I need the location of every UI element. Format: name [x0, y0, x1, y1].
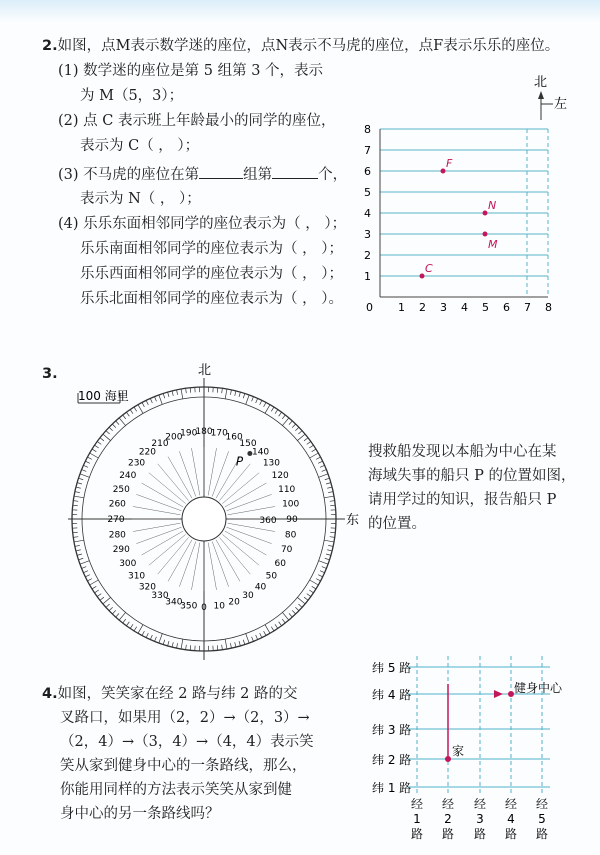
- q4-line-3: （2，4）→（3，4）→（4，4）表示笑: [60, 734, 314, 750]
- degree-tick: [134, 627, 137, 631]
- degree-tick: [80, 561, 89, 564]
- degree-tick: [271, 627, 274, 631]
- degree-tick: [146, 400, 148, 404]
- degree-tick: [181, 389, 183, 399]
- degree-tick: [275, 624, 278, 628]
- grid-y-tick: 8: [364, 123, 371, 136]
- degree-tick: [330, 501, 335, 502]
- degree-label: 30: [242, 591, 254, 602]
- compass-east-label: 东: [346, 513, 360, 528]
- degree-tick: [252, 637, 254, 642]
- degree-tick: [310, 580, 319, 585]
- degree-tick: [150, 398, 152, 403]
- q4-line-2: 叉路口，如果用（2，2）→（2，3）→: [60, 710, 310, 726]
- degree-tick: [309, 445, 313, 448]
- q2-item-4-west: 乐乐西面相邻同学的座位表示为（ ， ）；: [80, 266, 343, 282]
- degree-label: 40: [254, 582, 267, 593]
- latitude-road-label: 纬 5 路: [372, 661, 412, 675]
- degree-tick: [163, 640, 165, 645]
- degree-tick: [239, 392, 240, 397]
- q4-number: 4.: [42, 686, 58, 702]
- grid-y-tick: 3: [364, 228, 371, 241]
- degree-label: 190: [180, 428, 198, 439]
- degree-tick: [155, 397, 157, 402]
- q4-line-4: 笑从家到健身中心的一条路线，那么，: [60, 758, 307, 774]
- degree-label: 310: [127, 571, 146, 582]
- longitude-road-label: 经: [441, 797, 455, 811]
- inner-circle: [182, 497, 226, 541]
- degree-tick: [168, 392, 169, 397]
- degree-tick: [116, 613, 119, 617]
- degree-tick: [181, 639, 183, 649]
- degree-tick: [106, 604, 110, 607]
- degree-tick: [307, 441, 311, 444]
- left-label: 左: [554, 97, 568, 112]
- degree-tick: [243, 393, 245, 398]
- degree-tick: [319, 474, 328, 477]
- degree-tick: [235, 642, 236, 647]
- degree-tick: [92, 449, 96, 452]
- degree-label: 140: [251, 447, 270, 458]
- grid-x-tick: 5: [482, 301, 489, 314]
- degree-tick: [256, 635, 258, 640]
- degree-tick: [87, 579, 91, 581]
- degree-tick: [159, 395, 162, 404]
- degree-tick: [326, 554, 331, 555]
- degree-tick: [225, 639, 227, 649]
- degree-tick: [130, 410, 133, 414]
- grid-x-tick: 4: [461, 301, 468, 314]
- grid-x-tick: 2: [419, 301, 426, 314]
- home-label: 家: [452, 744, 465, 758]
- degree-label: 80: [284, 530, 297, 541]
- degree-tick: [297, 597, 305, 603]
- degree-tick: [87, 457, 91, 459]
- degree-label: 70: [280, 545, 293, 556]
- q2-item-2: (2) 点 C 表示班上年龄最小的同学的座位，: [58, 113, 336, 129]
- degree-label: 150: [239, 438, 257, 449]
- degree-tick: [90, 580, 99, 585]
- degree-tick: [177, 390, 178, 395]
- degree-tick: [316, 579, 320, 581]
- gym-flag-icon: [494, 690, 503, 698]
- degree-tick: [73, 505, 78, 506]
- q3-number: 3.: [42, 366, 58, 382]
- degree-tick: [172, 642, 173, 647]
- degree-tick: [142, 631, 144, 635]
- q2-item-4: (4) 乐乐东面相邻同学的座位表示为（ ， ）；: [58, 216, 347, 232]
- degree-tick: [126, 412, 129, 416]
- degree-label: 340: [165, 597, 183, 608]
- degree-tick: [116, 421, 119, 425]
- degree-tick: [126, 622, 129, 626]
- longitude-road-label: 经: [504, 797, 518, 811]
- degree-tick: [138, 405, 143, 414]
- point-label-C: C: [425, 262, 433, 275]
- degree-label: 300: [119, 559, 137, 569]
- q3-text-line-3: 请用学过的知识，报告船只 P: [368, 492, 557, 508]
- degree-label: 0: [201, 603, 207, 613]
- grid-x-tick: 0: [366, 301, 373, 314]
- degree-tick: [95, 590, 99, 593]
- degree-tick: [217, 388, 218, 393]
- degree-tick: [256, 398, 258, 403]
- degree-tick: [177, 643, 178, 648]
- degree-tick: [279, 622, 282, 626]
- latitude-road-label: 纬 4 路: [372, 688, 412, 702]
- degree-label: 170: [210, 428, 228, 439]
- degree-tick: [76, 487, 81, 488]
- q3-text-line-2: 海域失事的船只 P 的位置如图，: [368, 468, 576, 484]
- north-label: 北: [534, 75, 548, 90]
- degree-tick: [282, 415, 285, 419]
- q4-line-6: 身中心的另一条路线吗？: [60, 806, 220, 822]
- degree-tick: [112, 610, 115, 614]
- degree-label: 60: [274, 559, 286, 569]
- longitude-road-label: 经: [535, 797, 549, 811]
- degree-tick: [325, 478, 330, 480]
- degree-tick: [97, 441, 101, 444]
- degree-label: 200: [165, 432, 183, 443]
- degree-label: 260: [108, 499, 126, 510]
- degree-label: 100: [282, 499, 300, 510]
- point-C: [420, 274, 425, 279]
- degree-tick: [260, 633, 262, 637]
- degree-label: 320: [138, 582, 157, 593]
- degree-tick: [74, 540, 84, 542]
- degree-tick: [150, 635, 152, 640]
- degree-tick: [112, 424, 115, 428]
- latitude-road-label: 纬 1 路: [372, 781, 412, 795]
- degree-tick: [83, 465, 88, 467]
- degree-tick: [312, 586, 316, 589]
- longitude-road-label: 路: [535, 827, 549, 841]
- longitude-road-label: 5: [538, 812, 546, 826]
- degree-tick: [324, 540, 334, 542]
- longitude-road-label: 经: [410, 797, 424, 811]
- degree-tick: [264, 631, 266, 635]
- degree-tick: [322, 470, 327, 472]
- q2-item-2-cont: 表示为 C（ ， ）；: [80, 138, 200, 154]
- degree-tick: [298, 431, 302, 434]
- degree-label: 50: [265, 571, 278, 582]
- degree-tick: [264, 402, 266, 406]
- degree-label: 230: [127, 458, 146, 469]
- degree-tick: [130, 624, 133, 628]
- degree-tick: [103, 434, 111, 440]
- degree-tick: [73, 501, 78, 502]
- degree-tick: [73, 532, 78, 533]
- degree-tick: [289, 421, 292, 425]
- degree-tick: [146, 633, 148, 637]
- degree-label: 120: [271, 471, 289, 481]
- q3-text: [368, 440, 575, 536]
- latitude-road-label: 纬 2 路: [372, 753, 412, 767]
- degree-tick: [318, 461, 322, 463]
- degree-tick: [100, 438, 104, 441]
- q4-line-1: 如图，笑笑家在经 2 路与纬 2 路的交: [57, 686, 298, 702]
- degree-tick: [106, 431, 110, 434]
- degree-tick: [282, 619, 285, 623]
- q2-item-1-cont: 为 M（5，3）；: [80, 88, 184, 104]
- degree-tick: [83, 571, 88, 573]
- degree-label: 360: [259, 516, 277, 526]
- degree-label: 290: [112, 545, 130, 556]
- degree-tick: [103, 597, 111, 603]
- point-M: [483, 232, 488, 237]
- latitude-road-label: 纬 3 路: [372, 723, 412, 737]
- degree-tick: [97, 594, 101, 597]
- grid-y-tick: 5: [364, 186, 371, 199]
- degree-tick: [235, 391, 236, 396]
- degree-tick: [172, 391, 173, 396]
- point-label-F: F: [446, 157, 453, 170]
- gym-label: 健身中心: [514, 681, 563, 695]
- degree-tick: [82, 567, 87, 569]
- degree-tick: [142, 402, 144, 406]
- degree-label: 350: [180, 601, 198, 612]
- degree-tick: [318, 575, 322, 577]
- degree-tick: [82, 470, 87, 472]
- degree-tick: [186, 645, 187, 650]
- degree-tick: [282, 418, 288, 426]
- q2-item-1: (1) 数学迷的座位是第 5 组第 3 个，表示: [58, 63, 324, 79]
- degree-tick: [316, 457, 320, 459]
- longitude-road-label: 路: [410, 827, 424, 841]
- degree-tick: [159, 634, 162, 643]
- q2-item-4-north: 乐乐北面相邻同学的座位表示为（ ， ）。: [80, 291, 343, 307]
- degree-tick: [123, 619, 126, 623]
- degree-tick: [225, 389, 227, 399]
- grid-x-tick: 1: [398, 301, 405, 314]
- q2-item-3-cont: 表示为 N（ ， ）；: [80, 191, 201, 207]
- compass-north-label: 北: [198, 363, 212, 378]
- grid-x-tick: 7: [524, 301, 531, 314]
- longitude-road-label: 经: [473, 797, 487, 811]
- degree-tick: [330, 532, 335, 533]
- degree-label: 280: [108, 530, 126, 541]
- seat-grid-figure: [0, 0, 600, 330]
- grid-x-tick: 6: [503, 301, 510, 314]
- degree-tick: [75, 545, 80, 546]
- grid-x-tick: 8: [545, 301, 552, 314]
- street-map-figure: [0, 650, 600, 855]
- ship-p-label: P: [235, 454, 244, 469]
- degree-tick: [260, 400, 262, 404]
- degree-tick: [74, 496, 84, 498]
- grid-y-tick: 7: [364, 144, 371, 157]
- degree-tick: [85, 575, 89, 577]
- degree-tick: [222, 388, 223, 393]
- degree-tick: [304, 597, 308, 600]
- degree-label: 130: [262, 458, 281, 469]
- degree-tick: [190, 388, 191, 393]
- degree-tick: [163, 393, 165, 398]
- degree-tick: [322, 567, 327, 569]
- degree-tick: [186, 388, 187, 393]
- degree-tick: [123, 415, 126, 419]
- degree-tick: [77, 554, 82, 555]
- longitude-road-label: 3: [476, 812, 484, 826]
- degree-label: 110: [278, 484, 296, 495]
- degree-label: 180: [195, 427, 213, 437]
- degree-tick: [80, 474, 89, 477]
- degree-tick: [327, 550, 332, 551]
- degree-tick: [246, 395, 249, 404]
- degree-tick: [265, 625, 270, 634]
- degree-tick: [326, 483, 331, 484]
- degree-label: 90: [286, 515, 298, 525]
- degree-label: 210: [151, 438, 169, 449]
- degree-tick: [275, 410, 278, 414]
- q3-text-line-1: 搜救船发现以本船为中心在某: [368, 444, 557, 460]
- degree-tick: [109, 427, 113, 430]
- ship-p-point: [247, 451, 252, 456]
- degree-tick: [100, 597, 104, 600]
- degree-tick: [324, 496, 334, 498]
- q2-number: 2.: [42, 38, 58, 54]
- degree-tick: [330, 505, 335, 506]
- longitude-road-label: 2: [444, 812, 452, 826]
- longitude-road-label: 1: [413, 812, 421, 826]
- degree-label: 160: [225, 432, 243, 443]
- degree-tick: [304, 438, 308, 441]
- degree-tick: [319, 561, 328, 564]
- degree-label: 20: [228, 597, 240, 608]
- q2-item-3-a: (3) 不马虎的座位在第: [58, 167, 200, 183]
- degree-tick: [292, 424, 295, 428]
- degree-tick: [85, 461, 89, 463]
- point-N: [483, 211, 488, 216]
- degree-tick: [328, 492, 333, 493]
- degree-tick: [92, 586, 96, 589]
- home-point: [445, 756, 451, 762]
- compass-figure: [0, 360, 360, 640]
- degree-label: 250: [112, 484, 130, 495]
- degree-tick: [292, 610, 295, 614]
- degree-label: 220: [138, 447, 157, 458]
- grid-y-tick: 4: [364, 207, 371, 220]
- degree-tick: [230, 643, 231, 648]
- degree-tick: [325, 558, 330, 560]
- point-label-N: N: [488, 199, 497, 212]
- longitude-road-label: 路: [473, 827, 487, 841]
- degree-tick: [119, 612, 125, 620]
- degree-tick: [271, 407, 274, 411]
- degree-tick: [327, 487, 332, 488]
- degree-tick: [307, 594, 311, 597]
- degree-tick: [279, 412, 282, 416]
- grid-y-tick: 1: [364, 270, 371, 283]
- degree-tick: [77, 483, 82, 484]
- degree-tick: [320, 571, 325, 573]
- degree-tick: [78, 478, 83, 480]
- degree-tick: [155, 637, 157, 642]
- degree-tick: [243, 640, 245, 645]
- degree-tick: [95, 445, 99, 448]
- degree-tick: [109, 607, 113, 610]
- degree-label: 270: [107, 515, 125, 525]
- degree-tick: [310, 453, 319, 458]
- degree-tick: [239, 641, 240, 646]
- degree-tick: [309, 590, 313, 593]
- point-F: [441, 169, 446, 174]
- q2-intro-text: 如图，点M表示数学迷的座位，点N表示不马虎的座位，点F表示乐乐的座位。: [57, 38, 560, 54]
- grid-x-tick: 3: [440, 301, 447, 314]
- longitude-road-label: 路: [441, 827, 455, 841]
- degree-tick: [78, 558, 83, 560]
- q3-text-line-4: 的位置。: [368, 516, 426, 532]
- degree-tick: [282, 612, 288, 620]
- degree-tick: [297, 434, 305, 440]
- degree-label: 330: [151, 591, 169, 602]
- grid-y-tick: 2: [364, 249, 371, 262]
- point-label-M: M: [488, 238, 498, 251]
- degree-tick: [246, 634, 249, 643]
- degree-tick: [75, 492, 80, 493]
- q4-line-5: 你能用同样的方法表示笑笑从家到健: [60, 782, 292, 798]
- longitude-road-label: 4: [507, 812, 515, 826]
- degree-tick: [230, 390, 231, 395]
- degree-tick: [90, 453, 99, 458]
- q2-item-3-c: 个，: [318, 167, 348, 183]
- degree-tick: [252, 397, 254, 402]
- degree-tick: [73, 537, 78, 538]
- degree-tick: [298, 604, 302, 607]
- degree-tick: [330, 537, 335, 538]
- q2-item-4-south: 乐乐南面相邻同学的座位表示为（ ， ）；: [80, 241, 343, 257]
- degree-tick: [265, 405, 270, 414]
- degree-tick: [222, 645, 223, 650]
- north-arrow-head: [538, 91, 544, 99]
- degree-label: 240: [119, 471, 137, 481]
- scale-label: 100 海里: [78, 389, 129, 403]
- q2-item-3-b: 组第: [243, 167, 273, 183]
- degree-tick: [119, 418, 125, 426]
- degree-tick: [76, 550, 81, 551]
- degree-tick: [328, 545, 333, 546]
- degree-tick: [295, 427, 299, 430]
- degree-tick: [320, 465, 325, 467]
- degree-label: 10: [213, 601, 226, 612]
- degree-tick: [138, 625, 143, 634]
- degree-tick: [295, 607, 299, 610]
- degree-tick: [168, 641, 169, 646]
- grid-y-tick: 6: [364, 165, 371, 178]
- degree-tick: [289, 613, 292, 617]
- degree-tick: [312, 449, 316, 452]
- degree-tick: [134, 407, 137, 411]
- longitude-road-label: 路: [504, 827, 518, 841]
